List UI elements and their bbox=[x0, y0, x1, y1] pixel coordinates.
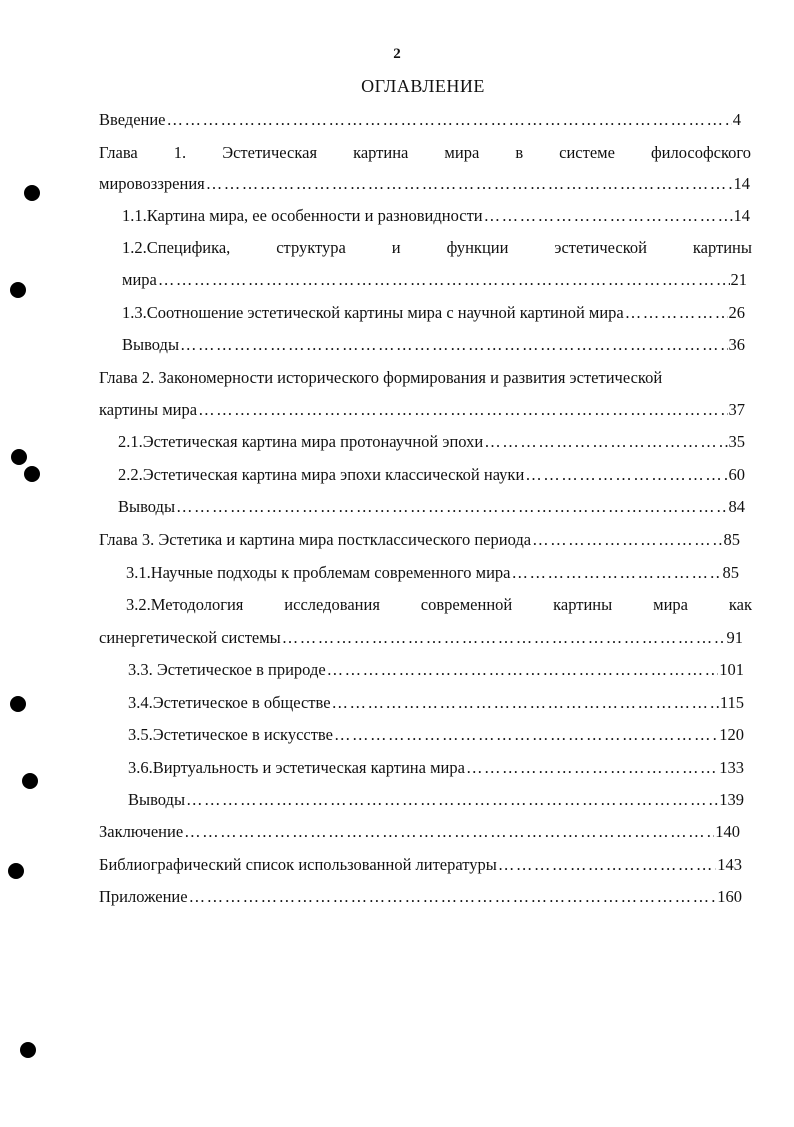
toc-section-1-2-cont bbox=[122, 268, 747, 292]
toc-section-3-3 bbox=[128, 658, 744, 682]
dot-leader bbox=[206, 172, 733, 196]
toc-entry-intro bbox=[99, 108, 741, 132]
entry-page: 133 bbox=[719, 758, 744, 777]
toc-chapter-1-conclusions bbox=[122, 333, 745, 357]
entry-page: 4 bbox=[732, 110, 741, 129]
dot-leader bbox=[176, 495, 727, 519]
heading-word: и bbox=[391, 238, 401, 257]
heading-word: 3.2.Методология bbox=[126, 595, 244, 614]
entry-title: мировоззрения bbox=[99, 174, 205, 193]
entry-title: 2.2.Эстетическая картина мира эпохи классической науки bbox=[118, 465, 525, 484]
entry-title: 3.3. Эстетическое в природе bbox=[128, 660, 326, 679]
toc-section-3-6 bbox=[128, 756, 744, 780]
heading-word: эстетической bbox=[554, 238, 647, 257]
dot-leader bbox=[158, 268, 730, 292]
punch-hole bbox=[24, 466, 40, 482]
entry-title: 3.1.Научные подходы к проблемам современного мира bbox=[126, 563, 511, 582]
page-number: 2 bbox=[393, 46, 401, 62]
entry-page: 85 bbox=[723, 530, 740, 549]
entry-title: Приложение bbox=[99, 887, 188, 906]
entry-page: 35 bbox=[728, 432, 745, 451]
punch-hole bbox=[24, 185, 40, 201]
entry-title: Глава 3. Эстетика и картина мира постклассического периода bbox=[99, 530, 532, 549]
heading-word: мира bbox=[653, 595, 688, 614]
dot-leader bbox=[484, 430, 727, 454]
entry-title: 3.5.Эстетическое в искусстве bbox=[128, 725, 333, 744]
toc-section-3-1 bbox=[126, 561, 739, 585]
dot-leader bbox=[525, 463, 727, 487]
heading-word: в bbox=[515, 143, 524, 162]
toc-section-1-3 bbox=[122, 301, 745, 325]
entry-page: 36 bbox=[728, 335, 745, 354]
toc-section-2-2 bbox=[118, 463, 745, 487]
toc-chapter-1-heading bbox=[99, 141, 751, 165]
entry-title: синергетической системы bbox=[99, 628, 281, 647]
toc-chapter-2-heading: Глава 2. Закономерности исторического формирования и развития эстетической bbox=[99, 368, 663, 387]
dot-leader bbox=[167, 108, 732, 132]
entry-page: 14 bbox=[733, 174, 750, 193]
heading-word: как bbox=[728, 595, 752, 614]
dot-leader bbox=[186, 788, 718, 812]
heading-word: исследования bbox=[284, 595, 380, 614]
toc-entry-conclusion bbox=[99, 820, 740, 844]
heading-word: философского bbox=[650, 143, 751, 162]
toc-section-3-4 bbox=[128, 691, 744, 715]
heading-word: картина bbox=[353, 143, 409, 162]
entry-title: Выводы bbox=[128, 790, 186, 809]
dot-leader bbox=[327, 658, 719, 682]
dot-leader bbox=[184, 820, 714, 844]
heading-word: функции bbox=[446, 238, 509, 257]
entry-title: Выводы bbox=[122, 335, 180, 354]
entry-title: 2.1.Эстетическая картина мира протонаучной эпохи bbox=[118, 432, 484, 451]
heading-word: 1.2.Специфика, bbox=[122, 238, 231, 257]
entry-title: 3.4.Эстетическое в обществе bbox=[128, 693, 331, 712]
dot-leader bbox=[198, 398, 727, 422]
entry-page: 26 bbox=[728, 303, 745, 322]
entry-title: 3.6.Виртуальность и эстетическая картина мира bbox=[128, 758, 465, 777]
entry-title: Введение bbox=[99, 110, 166, 129]
punch-hole bbox=[11, 449, 27, 465]
entry-page: 101 bbox=[719, 660, 744, 679]
dot-leader bbox=[189, 885, 717, 909]
toc-chapter-1-heading-cont bbox=[99, 172, 750, 196]
entry-page: 160 bbox=[717, 887, 742, 906]
heading-word: Глава bbox=[99, 143, 138, 162]
heading-word: 1. bbox=[173, 143, 187, 162]
heading-word: картины bbox=[553, 595, 613, 614]
dot-leader bbox=[466, 756, 718, 780]
entry-page: 85 bbox=[722, 563, 739, 582]
heading-word: мира bbox=[444, 143, 480, 162]
entry-page: 143 bbox=[717, 855, 742, 874]
toc-section-1-2 bbox=[122, 236, 752, 260]
heading-word: современной bbox=[420, 595, 513, 614]
heading-word: структура bbox=[276, 238, 346, 257]
toc-chapter-3-conclusions bbox=[128, 788, 744, 812]
punch-hole bbox=[8, 863, 24, 879]
dot-leader bbox=[625, 301, 728, 325]
entry-title: 1.3.Соотношение эстетической картины мира с научной картиной мира bbox=[122, 303, 624, 322]
entry-page: 84 bbox=[728, 497, 745, 516]
toc-entry-bibliography bbox=[99, 853, 742, 877]
entry-title: Заключение bbox=[99, 822, 184, 841]
toc-section-3-2-cont bbox=[99, 626, 743, 650]
page-title: ОГЛАВЛЕНИЕ bbox=[361, 76, 485, 96]
dot-leader bbox=[282, 626, 726, 650]
entry-page: 14 bbox=[733, 206, 750, 225]
entry-page: 91 bbox=[726, 628, 743, 647]
entry-title: мира bbox=[122, 270, 157, 289]
dot-leader bbox=[498, 853, 716, 877]
entry-title: 1.1.Картина мира, ее особенности и разновидности bbox=[122, 206, 483, 225]
dot-leader bbox=[512, 561, 722, 585]
punch-hole bbox=[10, 696, 26, 712]
entry-page: 140 bbox=[715, 822, 740, 841]
dot-leader bbox=[332, 691, 719, 715]
toc-section-2-1 bbox=[118, 430, 745, 454]
heading-word: Эстетическая bbox=[222, 143, 318, 162]
dot-leader bbox=[532, 528, 722, 552]
heading-word: картины bbox=[692, 238, 752, 257]
toc-section-1-1 bbox=[122, 204, 750, 228]
toc-section-3-2 bbox=[126, 593, 752, 617]
punch-hole bbox=[22, 773, 38, 789]
dot-leader bbox=[484, 204, 733, 228]
entry-page: 60 bbox=[728, 465, 745, 484]
entry-title: Выводы bbox=[118, 497, 176, 516]
entry-page: 139 bbox=[719, 790, 744, 809]
toc-chapter-2-conclusions bbox=[118, 495, 745, 519]
toc-chapter-3-heading bbox=[99, 528, 740, 552]
punch-hole bbox=[10, 282, 26, 298]
toc-chapter-2-heading-cont bbox=[99, 398, 745, 422]
toc-section-3-5 bbox=[128, 723, 744, 747]
entry-title: Библиографический список использованной литературы bbox=[99, 855, 497, 874]
toc-entry-appendix bbox=[99, 885, 742, 909]
entry-title: картины мира bbox=[99, 400, 198, 419]
dot-leader bbox=[334, 723, 718, 747]
entry-page: 37 bbox=[728, 400, 745, 419]
entry-page: 21 bbox=[730, 270, 747, 289]
heading-word: системе bbox=[559, 143, 615, 162]
dot-leader bbox=[180, 333, 727, 357]
punch-hole bbox=[20, 1042, 36, 1058]
entry-page: 115 bbox=[719, 693, 744, 712]
entry-page: 120 bbox=[719, 725, 744, 744]
